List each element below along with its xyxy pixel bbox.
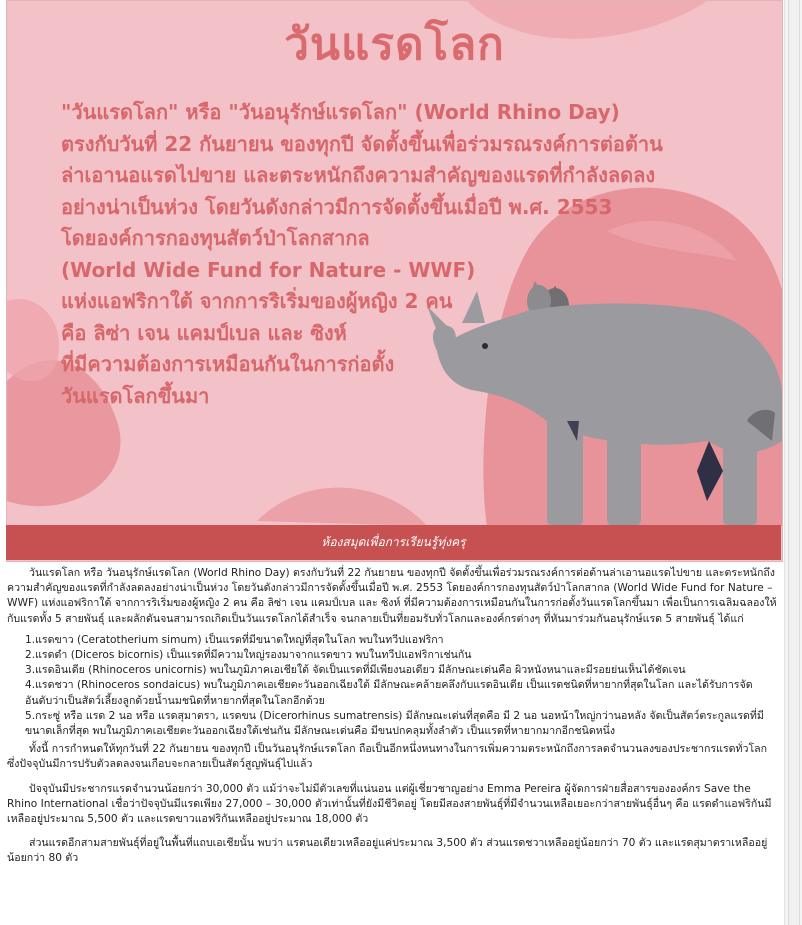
poster-caption-bar: ห้องสมุดเพื่อการเรียนรู้ทุ่งครุ [6,525,781,560]
species-list [7,633,779,739]
poster-line: ที่มีความต้องการเหมือนกันในการก่อตั้ง [61,352,395,376]
poster-line: (World Wide Fund for Nature - WWF) [61,257,476,282]
vertical-scrollbar-thumb[interactable] [788,0,800,925]
poster-line: วันแรดโลกขึ้นมา [61,383,210,408]
species-item: 1.แรดขาว (Ceratotherium simum) เป็นแรดที่มีขนาดใหญ่ที่สุดในโลก พบในทวีปแอฟริกา [25,633,444,646]
article-paragraph: ทั้งนี้ การกำหนดให้ทุกวันที่ 22 กันยายน ของทุกปี เป็นวันอนุรักษ์แรดโลก ถือเป็นอีกหนึ่งหนทางในการเพิ่มความตระหนักถึงการลดจำนวนลงของประชากรแรดทั่วโลก ซึ่งปัจจุบันมีการปรับตัวลดลงจนเกือบจะกลายเป็นสัตว์สูญพันธุ์ไปแล้ว [7,743,768,771]
article-paragraph: ส่วนแรดอีกสามสายพันธุ์ที่อยู่ในพื้นที่แถบเอเชียนั้น พบว่า แรดนอเดียวเหลืออยู่แค่ประมาณ 3,500 ตัว ส่วนแรดชวาเหลืออยู่น้อยกว่า 70 ตัว และแรดสุมาตราเหลืออยู่น้อยกว่า 80 ตัว [7,837,768,865]
intro-paragraph: วันแรดโลก หรือ วันอนุรักษ์แรดโลก (World Rhino Day) ตรงกับวันที่ 22 กันยายน ของทุกปี จัดตั้งขึ้นเพื่อร่วมรณรงค์การต่อต้านล่าเอานอแรดไปขาย และตระหนักถึงความสำคัญของแรดที่กำลังลดลงอย่างน่าเป็นห่วง โดยวันดังกล่าวมีการจัดตั้งขึ้นเมื่อปี พ.ศ. 2553 โดยองค์การกองทุนสัตว์ป่าโลกสากล (World Wide Fund for Nature – WWF) แห่งแอฟริกาใต้ จากการริเริ่มของผู้หญิง 2 คน คือ ลิซ่า เจน แคมป์เบล และ ซิงห์ ที่มีความต้องการเหมือนกันในการก่อตั้งวันแรดโลกขึ้นมา เพื่อเป็นการเฉลิมฉลองให้กับแรดทั้ง 5 สายพันธุ์ และผลักดันจนสามารถเกิดเป็นวันแรดโลกได้สำเร็จ จนกลายเป็นที่ยอมรับทั่วโลกและองค์กรต่างๆ ที่หันมาร่วมกันอนุรักษ์แรด 5 สายพันธุ์ ได้แก่ [7,567,777,625]
poster-line: คือ ลิซ่า เจน แคมป์เบล และ ซิงห์ [61,320,347,345]
poster-line: อย่างน่าเป็นห่วง โดยวันดังกล่าวมีการจัดตั้งขึ้นเมื่อปี พ.ศ. 2553 [61,194,613,219]
article-paragraph: ปัจจุบันมีประชากรแรดจำนวนน้อยกว่า 30,000 ตัว แม้ว่าจะไม่มีตัวเลขที่แน่นอน แต่ผู้เชี่ยวชาญอย่าง Emma Pereira ผู้จัดการฝ่ายสื่อสารขององค์กร Save the Rhino International เชื่อว่าปัจจุบันมีแรดเพียง 27,000 – 30,000 ตัวเท่านั้นที่ยังมีชีวิตอยู่ โดยมีสองสายพันธุ์ที่มีจำนวนเหลือเยอะกว่าสายพันธุ์อื่นๆ คือ แรดดำแอฟริกันมีเหลืออยู่ประมาณ 5,500 ตัว และแรดขาวแอฟริกันเหลืออยู่ประมาณ 18,000 ตัว [7,782,772,826]
article-body [7,566,779,873]
poster-line: "วันแรดโลก" หรือ "วันอนุรักษ์แรดโลก" (World Rhino Day) [61,100,620,124]
poster-line: โดยองค์การกองทุนสัตว์ป่าโลกสากล [61,226,370,250]
species-item: 2.แรดดำ (Diceros bicornis) เป็นแรดที่มีความใหญ่รองมาจากแรดขาว พบในทวีปแอฟริกาเช่นกัน [25,649,472,662]
poster-title: วันแรดโลก [284,19,505,70]
species-item: 4.แรดชวา (Rhinoceros sondaicus) พบในภูมิภาคเอเชียตะวันออกเฉียงใต้ มีลักษณะคล้ายคลึงกับแรดอินเดีย เป็นแรดชนิดที่หายากที่สุดในโลก และได้รับการจัดอันดับว่าเป็นสัตว์เลี้ยงลูกด้วยน้ำนมชนิดที่หายากที่สุดในโลกอีกด้วย [25,679,753,707]
species-item: 5.กระซู่ หรือ แรด 2 นอ หรือ แรดสุมาตรา, แรดขน (Dicerorhinus sumatrensis) มีลักษณะเด่นที่สุดคือ มี 2 นอ นอหน้าใหญ่กว่านอหลัง จัดเป็นสัตว์ตระกูลแรดที่มีขนาดเล็กที่สุด พบในภูมิภาคเอเชียตะวันออกเฉียงใต้เช่นกัน มีลักษณะเด่นคือ มีขนปกคลุมทั้งลำตัว เป็นแรดที่หายากมากอีกชนิดหนึ่ง [25,709,764,738]
poster-line: แห่งแอฟริกาใต้ จากการริเริ่มของผู้หญิง 2 คน [61,289,453,313]
poster-line: ตรงกับวันที่ 22 กันยายน ของทุกปี จัดตั้งขึ้นเพื่อร่วมรณรงค์การต่อต้าน [61,131,663,156]
poster-line: ล่าเอานอแรดไปขาย และตระหนักถึงความสำคัญของแรดที่กำลังลดลง [61,163,656,187]
poster-text-block [61,97,781,412]
species-item: 3.แรดอินเดีย (Rhinoceros unicornis) พบในภูมิภาคเอเชียใต้ จัดเป็นแรดที่มีเพียงนอเดียว มีลักษณะเด่นคือ ผิวหนังหนาและมีรอยย่นเห็นได้ชัดเจน [25,664,686,677]
poster-image [6,0,783,562]
